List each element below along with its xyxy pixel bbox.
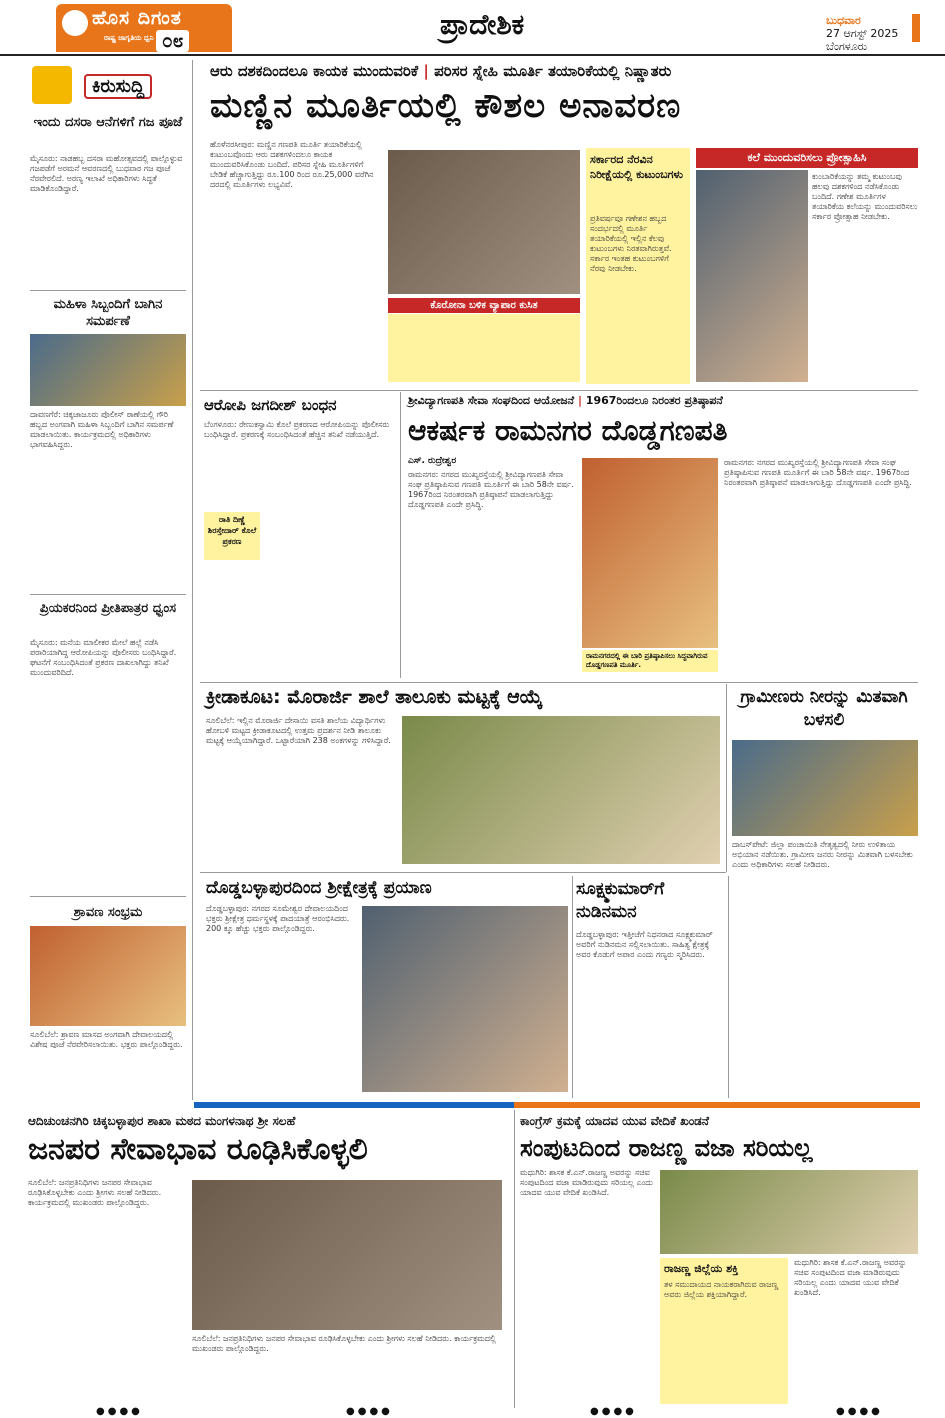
water-headline: ಗ್ರಾಮೀಣರು ನೀರನ್ನು ಮಿತವಾಗಿ ಬಳಸಲಿ bbox=[740, 687, 908, 730]
masthead-logo-icon bbox=[62, 10, 88, 36]
pilgrim-headline: ದೊಡ್ಡಬಳ್ಳಾಪುರದಿಂದ ಶ್ರೀಕ್ಷೇತ್ರಕ್ಕೆ ಪ್ರಯಾಣ bbox=[206, 878, 432, 898]
lead-kicker-1: ಆರು ದಶಕದಿಂದಲೂ ಕಾಯಕ ಮುಂದುವರಿಕೆ bbox=[210, 62, 419, 80]
divider bbox=[30, 290, 186, 291]
divider bbox=[200, 682, 918, 683]
date-date: 27 ಆಗಸ್ಟ್ 2025 bbox=[826, 27, 899, 40]
sports-headline: ಕ್ರೀಡಾಕೂಟ: ಮೊರಾರ್ಜಿ ಶಾಲೆ ತಾಲೂಕು ಮಟ್ಟಕ್ಕೆ ಆಯ್ಕೆ bbox=[206, 686, 543, 708]
divider bbox=[200, 872, 726, 873]
side-title: ಸರ್ಕಾರದ ನೆರವಿನ ನಿರೀಕ್ಷೆಯಲ್ಲಿ ಕುಟುಂಬಗಳು bbox=[590, 153, 683, 181]
congress-box-body: ತಳ ಸಮುದಾಯದ ನಾಯಕರಾಗಿರುವ ರಾಜಣ್ಣ ಅವರು ಜಿಲ್ಲೆಯ ಶಕ್ತಿಯಾಗಿದ್ದಾರೆ. bbox=[664, 1280, 779, 1299]
brief-title: ಪ್ರಿಯಕರನಿಂದ ಪ್ರೀತಿಪಾತ್ರರ ಧ್ವಂಸ bbox=[39, 601, 177, 616]
column-divider bbox=[514, 1110, 515, 1408]
water-body: ದಾಬಸ್‌ಪೇಟೆ: ಜಿಲ್ಲಾ ಪಂಚಾಯಿತಿ ನೇತೃತ್ವದಲ್ಲಿ ನೀರು ಉಳಿತಾಯ ಅಭಿಯಾನ ನಡೆಯಿತು. ಗ್ರಾಮೀಣ ಜನರು ನೀರನ್ನು ಮಿತವಾಗಿ ಬಳಸಬೇಕು ಎಂದು ಅಧಿಕಾರಿಗಳು ಸಲಹೆ ನೀಡಿದರು. bbox=[732, 840, 913, 869]
seva-body-cont: ಸೂಲಿಬೆಲೆ: ಜನಪ್ರತಿನಿಧಿಗಳು ಜನಪರ ಸೇವಾಭಾವ ರೂಢಿಸಿಕೊಳ್ಳಬೇಕು ಎಂದು ಶ್ರೀಗಳು ಸಲಹೆ ನೀಡಿದರು. ಕಾರ್ಯಕ್ರಮದಲ್ಲಿ ಮುಖಂಡರು ಪಾಲ್ಗೊಂಡಿದ್ದರು. bbox=[192, 1334, 496, 1353]
lead-headline: ಮಣ್ಣಿನ ಮೂರ್ತಿಯಲ್ಲಿ ಕೌಶಲ ಅನಾವರಣ bbox=[210, 86, 682, 126]
seva-body: ಸೂಲಿಬೆಲೆ: ಜನಪ್ರತಿನಿಧಿಗಳು ಜನಪರ ಸೇವಾಭಾವ ರೂಢಿಸಿಕೊಳ್ಳಬೇಕು ಎಂದು ಶ್ರೀಗಳು ಸಲಹೆ ನೀಡಿದರು. ಕಾರ್ಯಕ್ರಮದಲ್ಲಿ ಮುಖಂಡರು ಪಾಲ್ಗೊಂಡಿದ್ದರು. bbox=[28, 1178, 162, 1207]
brief-title: ಇಂದು ದಸರಾ ಆನೆಗಳಿಗೆ ಗಜ ಪೂಜೆ bbox=[33, 115, 183, 130]
ganapati-byline: ಎಸ್. ರುದ್ರೇಶ್ವರ bbox=[408, 456, 457, 466]
lead-body: ಹೊಳೆನರಸೀಪುರ: ಮಣ್ಣಿನ ಗಣಪತಿ ಮೂರ್ತಿ ತಯಾರಿಕೆಯಲ್ಲಿ ಕುಟುಂಬವೊಂದು ಆರು ದಶಕಗಳಿಂದಲೂ ಕಾಯಕ ಮುಂದುವರಿಸಿಕೊಂಡು ಬಂದಿದೆ. ಪರಿಸರ ಸ್ನೇಹಿ ಮೂರ್ತಿಗಳಿಗೆ ಬೇಡಿಕೆ ಹೆಚ್ಚಾಗುತ್ತಿದ್ದು ರೂ.100 ರಿಂದ ರೂ.25,000 ವರೆಗಿನ ದರದಲ್ಲಿ ಮೂರ್ತಿಗಳು ಲಭ್ಯವಿವೆ. bbox=[210, 140, 374, 189]
dateline bbox=[826, 14, 898, 53]
registration-dots: ●●●● bbox=[346, 1406, 393, 1417]
brief-body: ದಾವಣಗೆರೆ: ಚಿಕ್ಕಜಾಜೂರು ಪೊಲೀಸ್ ಠಾಣೆಯಲ್ಲಿ ಗೌರಿ ಹಬ್ಬದ ಅಂಗವಾಗಿ ಮಹಿಳಾ ಸಿಬ್ಬಂದಿಗೆ ಬಾಗಿನ ಸಮರ್ಪಣೆ ಮಾಡಲಾಯಿತು. ಕಾರ್ಯಕ್ರಮದಲ್ಲಿ ಅಧಿಕಾರಿಗಳು ಭಾಗವಹಿಸಿದ್ದರು. bbox=[30, 410, 174, 449]
brief-photo bbox=[30, 334, 186, 406]
ganapati-headline: ಆಕರ್ಷಕ ರಾಮನಗರ ದೊಡ್ಡಗಣಪತಿ bbox=[408, 414, 728, 447]
sports-body: ಸೂಲಿಬೆಲೆ: ಇಲ್ಲಿನ ಮೊರಾರ್ಜಿ ದೇಸಾಯಿ ವಸತಿ ಶಾಲೆಯ ವಿದ್ಯಾರ್ಥಿಗಳು ಹೋಬಳಿ ಮಟ್ಟದ ಕ್ರೀಡಾಕೂಟದಲ್ಲಿ ಉತ್ತಮ ಪ್ರದರ್ಶನ ನೀಡಿ ತಾಲೂಕು ಮಟ್ಟಕ್ಕೆ ಆಯ್ಕೆಯಾಗಿದ್ದಾರೆ. ಒಟ್ಟಾರೆಯಾಗಿ 238 ಅಂಕಗಳನ್ನು ಗಳಿಸಿದ್ದಾರೆ. bbox=[206, 716, 391, 745]
side-body: ಪ್ರತಿವರ್ಷವೂ ಗಣೇಶನ ಹಬ್ಬದ ಸಂದರ್ಭದಲ್ಲಿ ಮೂರ್ತಿ ತಯಾರಿಕೆಯಲ್ಲಿ ಇಲ್ಲಿನ ಕೆಲವು ಕುಟುಂಬಗಳು ನಿರತವಾಗಿರುತ್ತವೆ. ಸರ್ಕಾರ ಇಂತಹ ಕುಟುಂಬಗಳಿಗೆ ನೆರವು ನೀಡಬೇಕು. bbox=[590, 214, 672, 273]
column-divider bbox=[728, 876, 729, 1098]
tribute-headline: ಸೂಕ್ಷ್ಮಕುಮಾರ್‌ಗೆ ನುಡಿನಮನ bbox=[576, 879, 665, 922]
promo-body: ಕುಂಬಾರಿಕೆಯನ್ನು ತಮ್ಮ ಕುಟುಂಬವು ಹಲವು ದಶಕಗಳಿಂದ ನಡೆಸಿಕೊಂಡು ಬಂದಿದೆ. ಗಣೇಶ ಮೂರ್ತಿಗಳ ತಯಾರಿಕೆಯ ಕಲೆಯನ್ನು ಮುಂದುವರಿಸಲು ಸರ್ಕಾರ ಪ್ರೋತ್ಸಾಹ ನೀಡಬೇಕು. bbox=[812, 172, 918, 221]
seva-headline: ಜನಪರ ಸೇವಾಭಾವ ರೂಢಿಸಿಕೊಳ್ಳಲಿ bbox=[28, 1132, 368, 1167]
arrest-box: ರಾತಿ ದಿಣ್ಣೆ ಶಿರಸ್ತೇದಾರ್ ಕೊಲೆ ಪ್ರಕರಣ bbox=[204, 512, 260, 560]
seva-kicker: ಆದಿಚುಂಚನಗಿರಿ ಚಿಕ್ಕಬಳ್ಳಾಪುರ ಶಾಖಾ ಮಠದ ಮಂಗಳನಾಥ ಶ್ರೀ ಸಲಹೆ bbox=[28, 1114, 296, 1128]
masthead-name: ಹೊಸ ದಿಗಂತ bbox=[92, 7, 182, 29]
kirusuddi-badge bbox=[28, 62, 188, 108]
congress-photo bbox=[660, 1170, 918, 1254]
bar-spacer bbox=[24, 1102, 194, 1108]
congress-kicker: ಕಾಂಗ್ರೆಸ್ ಕ್ರಮಕ್ಕೆ ಯಾದವ ಯುವ ವೇದಿಕೆ ಖಂಡನೆ bbox=[520, 1114, 709, 1128]
lead-caption: ಕೊರೋನಾ ಬಳಿಕ ವ್ಯಾಪಾರ ಕುಸಿತ bbox=[388, 298, 580, 313]
color-bar-orange bbox=[514, 1102, 920, 1108]
lead-kicker-2: ಪರಿಸರ ಸ್ನೇಹಿ ಮೂರ್ತಿ ತಯಾರಿಕೆಯಲ್ಲಿ ನಿಷ್ಣಾತರು bbox=[434, 62, 672, 80]
seva-photo bbox=[192, 1180, 502, 1330]
page-number: ೦೮ bbox=[156, 30, 189, 52]
brief-title: ಶ್ರಾವಣ ಸಂಭ್ರಮ bbox=[73, 905, 143, 920]
masthead-tagline: ರಾಷ್ಟ್ರ ಜಾಗೃತಿಯ ಧ್ವನಿ bbox=[104, 34, 154, 42]
arrest-body: ಬೆಂಗಳೂರು: ರೇಣುಕಸ್ವಾಮಿ ಕೊಲೆ ಪ್ರಕರಣದ ಆರೋಪಿಯನ್ನು ಪೊಲೀಸರು ಬಂಧಿಸಿದ್ದಾರೆ. ಪ್ರಕರಣಕ್ಕೆ ಸಂಬಂಧಿಸಿದಂತೆ ಹೆಚ್ಚಿನ ತನಿಖೆ ನಡೆಯುತ್ತಿದೆ. bbox=[204, 420, 390, 439]
divider bbox=[30, 896, 186, 897]
arrest-title: ಆರೋಪಿ ಜಗದೀಶ್ ಬಂಧನ bbox=[204, 396, 337, 414]
registration-dots: ●●●● bbox=[836, 1406, 883, 1417]
divider bbox=[200, 390, 918, 391]
water-photo bbox=[732, 740, 918, 836]
ganapati-kicker: ಶ್ರೀವಿದ್ಯಾಗಣಪತಿ ಸೇವಾ ಸಂಘದಿಂದ ಆಯೋಜನೆ | 1967ರಿಂದಲೂ ನಿರಂತರ ಪ್ರತಿಷ್ಠಾಪನೆ bbox=[408, 394, 723, 407]
pilgrim-body: ದೊಡ್ಡಬಳ್ಳಾಪುರ: ನಗರದ ಸೂಮೇಶ್ವರ ದೇವಾಲಯದಿಂದ ಭಕ್ತರು ಶ್ರೀಕ್ಷೇತ್ರ ಧರ್ಮಸ್ಥಳಕ್ಕೆ ಪಾದಯಾತ್ರೆ ಆರಂಭಿಸಿದರು. 200 ಕ್ಕೂ ಹೆಚ್ಚು ಭಕ್ತರು ಪಾಲ್ಗೊಂಡಿದ್ದರು. bbox=[206, 904, 350, 933]
masthead bbox=[56, 4, 232, 52]
ganapati-body: ರಾಮನಗರ: ನಗರದ ಮುಖ್ಯರಸ್ತೆಯಲ್ಲಿ ಶ್ರೀವಿದ್ಯಾಗಣಪತಿ ಸೇವಾ ಸಂಘ ಪ್ರತಿಷ್ಠಾಪಿಸುವ ಗಣಪತಿ ಮೂರ್ತಿಗೆ ಈ ಬಾರಿ 58ನೇ ವರ್ಷ. 1967ರಿಂದ ನಿರಂತರವಾಗಿ ಪ್ರತಿಷ್ಠಾಪನೆ ಮಾಡಲಾಗುತ್ತಿದ್ದು ದೊಡ್ಡಗಣಪತಿ ಎಂದೇ ಪ್ರಸಿದ್ಧಿ. bbox=[408, 470, 574, 509]
edge-marker bbox=[912, 14, 920, 42]
brief-body: ಸೂಲಿಬೆಲೆ: ಶ್ರಾವಣ ಮಾಸದ ಅಂಗವಾಗಿ ದೇವಾಲಯದಲ್ಲಿ ವಿಶೇಷ ಪೂಜೆ ನೆರವೇರಿಸಲಾಯಿತು. ಭಕ್ತರು ಪಾಲ್ಗೊಂಡಿದ್ದರು. bbox=[30, 1030, 183, 1049]
tribute-body: ದೊಡ್ಡಬಳ್ಳಾಪುರ: ಇತ್ತೀಚೆಗೆ ನಿಧನರಾದ ಸೂಕ್ಷ್ಮಕುಮಾರ್ ಅವರಿಗೆ ನುಡಿನಮನ ಸಲ್ಲಿಸಲಾಯಿತು. ಸಾಹಿತ್ಯ ಕ್ಷೇತ್ರಕ್ಕೆ ಅವರ ಕೊಡುಗೆ ಅಪಾರ ಎಂದು ಗಣ್ಯರು ಸ್ಮರಿಸಿದರು. bbox=[576, 930, 713, 959]
kirusuddi-label: ಕಿರುಸುದ್ದಿ bbox=[84, 74, 152, 99]
lead-kicker: ಆರು ದಶಕದಿಂದಲೂ ಕಾಯಕ ಮುಂದುವರಿಕೆ | ಪರಿಸರ ಸ್ನೇಹಿ ಮೂರ್ತಿ ತಯಾರಿಕೆಯಲ್ಲಿ ನಿಷ್ಣಾತರು bbox=[210, 62, 672, 80]
color-bar-blue bbox=[194, 1102, 514, 1108]
congress-body: ಮಧುಗಿರಿ: ಶಾಸಕ ಕೆ.ಎನ್.ರಾಜಣ್ಣ ಅವರನ್ನು ಸಚಿವ ಸಂಪುಟದಿಂದ ವಜಾ ಮಾಡಿರುವುದು ಸರಿಯಲ್ಲ ಎಂದು ಯಾದವ ಯುವ ವೇದಿಕೆ ಖಂಡಿಸಿದೆ. bbox=[520, 1168, 653, 1197]
column-divider bbox=[726, 684, 727, 872]
column-divider bbox=[192, 60, 193, 1100]
brief-photo bbox=[30, 926, 186, 1026]
promo-title: ಕಲೆ ಮುಂದುವರಿಸಲು ಪ್ರೋತ್ಸಾಹಿಸಿ bbox=[696, 148, 918, 168]
ganapati-body-cont: ರಾಮನಗರ: ನಗರದ ಮುಖ್ಯರಸ್ತೆಯಲ್ಲಿ ಶ್ರೀವಿದ್ಯಾಗಣಪತಿ ಸೇವಾ ಸಂಘ ಪ್ರತಿಷ್ಠಾಪಿಸುವ ಗಣಪತಿ ಮೂರ್ತಿಗೆ ಈ ಬಾರಿ 58ನೇ ವರ್ಷ. 1967ರಿಂದ ನಿರಂತರವಾಗಿ ಪ್ರತಿಷ್ಠಾಪನೆ ಮಾಡಲಾಗುತ್ತಿದ್ದು ದೊಡ್ಡಗಣಪತಿ ಎಂದೇ ಪ್ರಸಿದ್ಧಿ. bbox=[724, 458, 912, 487]
pilgrim-photo bbox=[362, 906, 568, 1092]
congress-headline: ಸಂಪುಟದಿಂದ ರಾಜಣ್ಣ ವಜಾ ಸರಿಯಲ್ಲ bbox=[520, 1134, 813, 1162]
brief-body: ಮೈಸೂರು: ಮನೆಯ ಮಾಲೀಕರ ಮೇಲೆ ಹಲ್ಲೆ ನಡೆಸಿ ಪರಾರಿಯಾಗಿದ್ದ ಆರೋಪಿಯನ್ನು ಪೊಲೀಸರು ಬಂಧಿಸಿದ್ದಾರೆ. ಘಟನೆಗೆ ಸಂಬಂಧಿಸಿದಂತೆ ಪ್ರಕರಣ ದಾಖಲಾಗಿದ್ದು ತನಿಖೆ ಮುಂದುವರಿದಿದೆ. bbox=[30, 638, 177, 677]
ganapati-kicker-1: ಶ್ರೀವಿದ್ಯಾಗಣಪತಿ ಸೇವಾ ಸಂಘದಿಂದ ಆಯೋಜನೆ bbox=[408, 394, 575, 407]
registration-dots: ●●●● bbox=[96, 1406, 143, 1417]
caption-box bbox=[388, 314, 580, 382]
divider bbox=[30, 594, 186, 595]
lead-photo bbox=[388, 150, 580, 294]
section-title: ಪ್ರಾದೇಶಿಕ bbox=[440, 8, 525, 41]
column-divider bbox=[400, 392, 401, 678]
brief-title: ಮಹಿಳಾ ಸಿಬ್ಬಂದಿಗೆ ಬಾಗಿನ ಸಮರ್ಪಣೆ bbox=[53, 297, 163, 329]
ganapati-photo bbox=[582, 458, 718, 648]
hand-icon bbox=[32, 66, 72, 104]
column-divider bbox=[572, 876, 573, 1098]
date-day: ಬುಧವಾರ bbox=[826, 14, 861, 27]
date-city: ಬೆಂಗಳೂರು bbox=[826, 40, 868, 53]
promo-photo bbox=[696, 170, 808, 382]
congress-body-cont: ಮಧುಗಿರಿ: ಶಾಸಕ ಕೆ.ಎನ್.ರಾಜಣ್ಣ ಅವರನ್ನು ಸಚಿವ ಸಂಪುಟದಿಂದ ವಜಾ ಮಾಡಿರುವುದು ಸರಿಯಲ್ಲ ಎಂದು ಯಾದವ ಯುವ ವೇದಿಕೆ ಖಂಡಿಸಿದೆ. bbox=[794, 1258, 907, 1297]
brief-body: ಮೈಸೂರು: ನಾಡಹಬ್ಬ ದಸರಾ ಮಹೋತ್ಸವದಲ್ಲಿ ಪಾಲ್ಗೊಳ್ಳುವ ಗಜಪಡೆಗೆ ಅರಮನೆ ಆವರಣದಲ್ಲಿ ಬುಧವಾರ ಗಜ ಪೂಜೆ ನೆರವೇರಲಿದೆ. ಅರಣ್ಯ ಇಲಾಖೆ ಅಧಿಕಾರಿಗಳು ಸಿದ್ಧತೆ ಮಾಡಿಕೊಂಡಿದ್ದಾರೆ. bbox=[30, 154, 183, 193]
ganapati-caption: ರಾಮನಗರದಲ್ಲಿ ಈ ಬಾರಿ ಪ್ರತಿಷ್ಠಾಪಿಸಲು ಸಿದ್ಧವಾಗಿರುವ ದೊಡ್ಡಗಣಪತಿ ಮೂರ್ತಿ. bbox=[582, 650, 718, 672]
registration-dots: ●●●● bbox=[590, 1406, 637, 1417]
ganapati-kicker-2: 1967ರಿಂದಲೂ ನಿರಂತರ ಪ್ರತಿಷ್ಠಾಪನೆ bbox=[585, 394, 723, 407]
sports-photo bbox=[402, 716, 720, 864]
congress-box-title: ರಾಜಣ್ಣ ಜಿಲ್ಲೆಯ ಶಕ್ತಿ bbox=[664, 1262, 739, 1275]
